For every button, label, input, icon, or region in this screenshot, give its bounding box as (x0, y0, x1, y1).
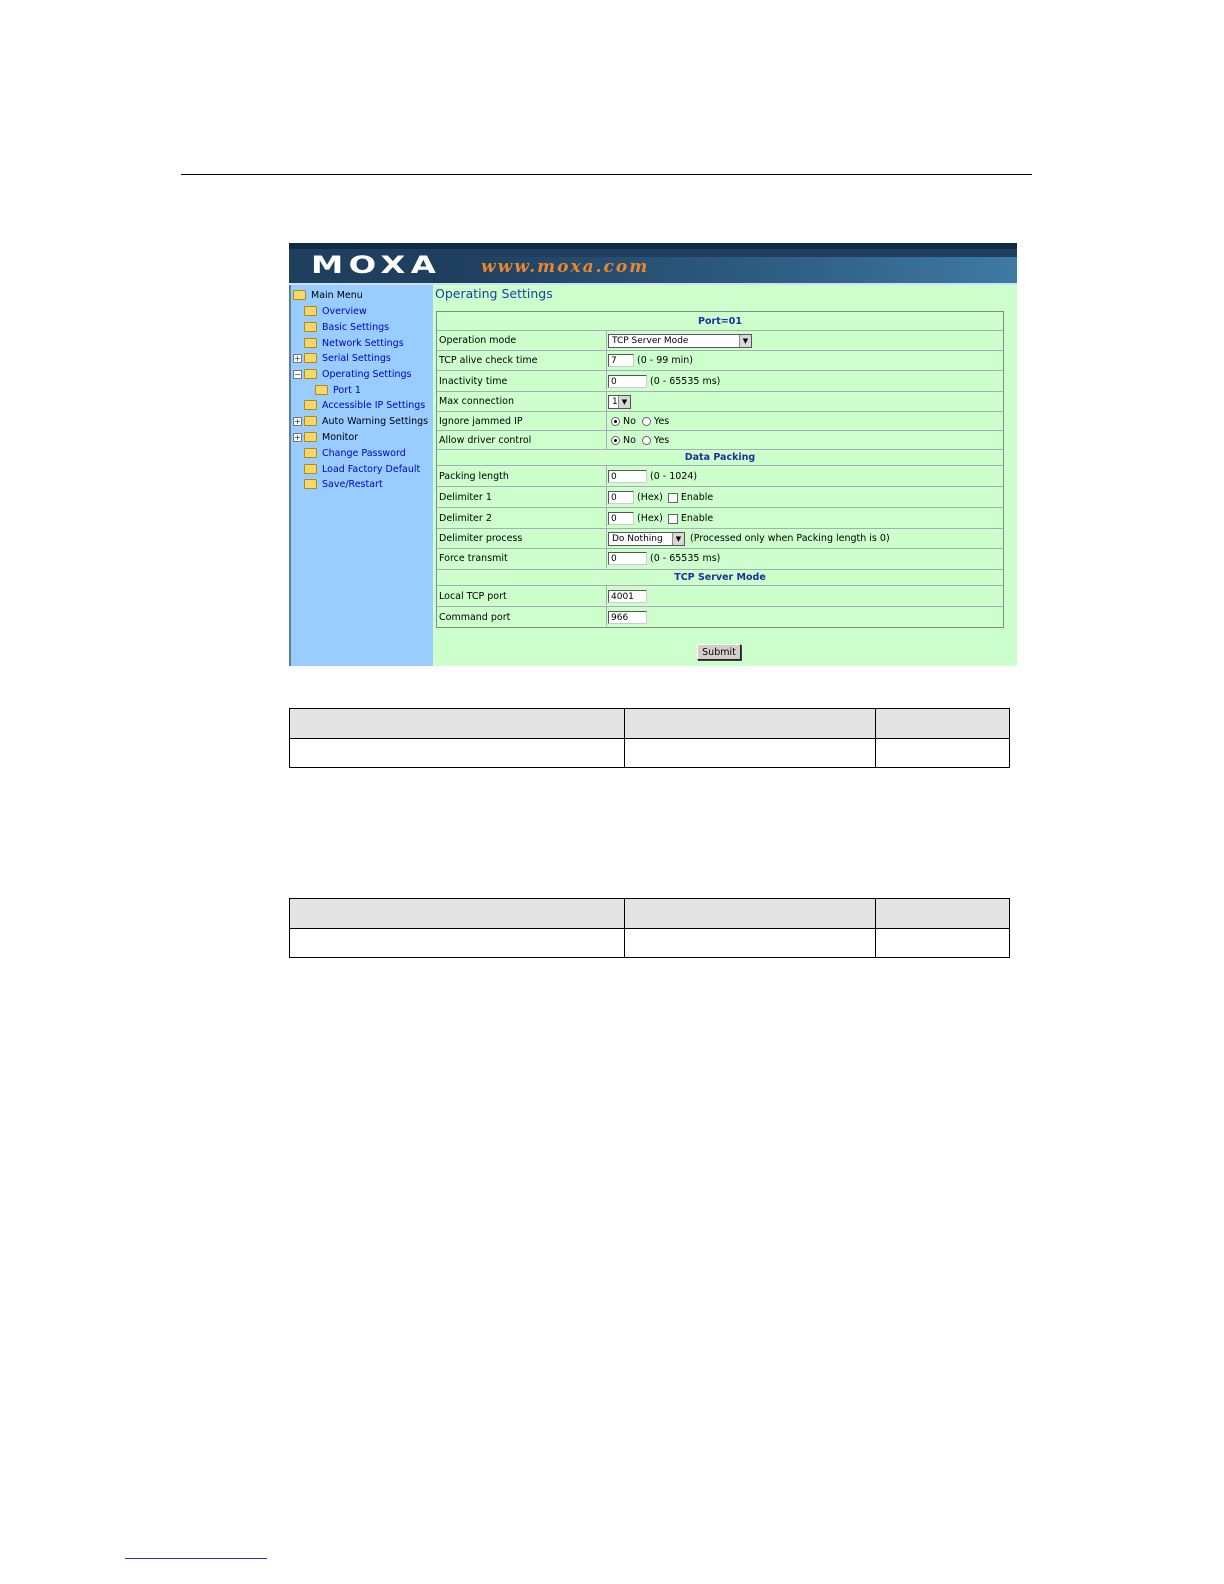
sidebar-item-monitor[interactable] (304, 430, 358, 444)
table-header-row (290, 899, 1010, 929)
force-transmit-input[interactable]: 0 (608, 552, 647, 565)
folder-icon (304, 432, 317, 442)
sidebar-item-accessible-ip-settings[interactable] (304, 398, 425, 412)
max-connection-select[interactable] (608, 395, 631, 409)
data-packing-header: Data Packing (437, 449, 1003, 466)
inactivity-row (437, 370, 1003, 391)
inactivity-hint: (0 - 65535 ms) (650, 376, 721, 387)
sidebar-item-label: Network Settings (322, 337, 404, 349)
table-cell (290, 739, 625, 768)
local-tcp-port-label: Local TCP port (439, 591, 507, 602)
allow-driver-label: Allow driver control (439, 435, 532, 446)
tcp-alive-input[interactable]: 7 (608, 354, 634, 367)
table-header-row (290, 709, 1010, 739)
table-cell (290, 709, 625, 739)
table-cell (625, 709, 876, 739)
delimiter1-row (437, 486, 1003, 507)
sidebar-item-label: Basic Settings (322, 321, 390, 333)
ignore-jammed-row (437, 411, 1003, 430)
local-tcp-port-input[interactable]: 4001 (608, 590, 647, 603)
sidebar-item-auto-warning-settings[interactable] (304, 414, 428, 428)
packing-length-input[interactable]: 0 (608, 470, 647, 483)
sidebar-root[interactable] (293, 288, 363, 302)
column-divider (606, 529, 607, 548)
sidebar-item-basic-settings[interactable] (304, 320, 389, 334)
delimiter1-hint: (Hex) (637, 492, 663, 503)
expand-icon[interactable]: + (294, 417, 301, 426)
ignore-jammed-yes-radio[interactable] (642, 417, 651, 426)
sidebar-item-overview[interactable] (304, 304, 367, 318)
sidebar-item-network-settings[interactable] (304, 336, 404, 350)
force-transmit-label: Force transmit (439, 553, 508, 564)
sidebar-item-save-restart[interactable] (304, 477, 383, 491)
ignore-jammed-no-radio[interactable] (611, 417, 620, 426)
max-connection-label: Max connection (439, 396, 515, 407)
tcp-server-mode-header: TCP Server Mode (437, 569, 1003, 586)
sidebar-item-port-1[interactable] (315, 383, 361, 397)
delimiter2-row (437, 507, 1003, 528)
sidebar-item-label: Save/Restart (322, 478, 383, 490)
chevron-down-icon: ▼ (672, 533, 684, 545)
port-header: Port=01 (698, 316, 742, 327)
moxa-url: www.moxa.com (481, 257, 650, 277)
sidebar-item-label: Accessible IP Settings (322, 399, 426, 411)
delimiter2-label: Delimiter 2 (439, 513, 492, 524)
operation-mode-row (437, 330, 1003, 350)
column-divider (606, 351, 607, 370)
chevron-down-icon: ▼ (739, 335, 751, 347)
tcp-alive-label: TCP alive check time (439, 355, 538, 366)
table-cell (290, 929, 625, 958)
sidebar-item-label: Load Factory Default (322, 463, 421, 475)
moxa-web-console-screenshot (289, 243, 1017, 666)
top-rule (181, 174, 1032, 175)
delimiter2-input[interactable]: 0 (608, 512, 634, 525)
table-cell (625, 929, 876, 958)
page-title: Operating Settings (435, 286, 553, 301)
force-transmit-row (437, 548, 1003, 569)
delimiter1-enable-label: Enable (680, 492, 714, 503)
folder-icon (304, 306, 317, 316)
inactivity-input[interactable]: 0 (608, 375, 647, 388)
table-row (290, 739, 1010, 768)
operation-mode-select[interactable] (608, 334, 752, 348)
main-panel (433, 285, 1017, 666)
command-port-input[interactable]: 966 (608, 611, 647, 624)
delimiter2-hint: (Hex) (637, 513, 663, 524)
ignore-jammed-label: Ignore jammed IP (439, 416, 523, 427)
operation-mode-label: Operation mode (439, 335, 517, 346)
inactivity-label: Inactivity time (439, 376, 508, 387)
force-transmit-hint: (0 - 65535 ms) (650, 553, 721, 564)
delimiter1-enable-checkbox[interactable] (668, 493, 678, 503)
sidebar-item-label: Serial Settings (322, 352, 391, 364)
delimiter2-enable-label: Enable (680, 513, 714, 524)
column-divider (606, 392, 607, 411)
delimiter-process-value: Do Nothing (612, 533, 663, 544)
column-divider (606, 508, 607, 527)
delimiter1-input[interactable]: 0 (608, 491, 634, 504)
sidebar-item-change-password[interactable] (304, 446, 406, 460)
folder-icon (304, 353, 317, 363)
command-port-row (437, 606, 1003, 627)
sidebar-item-label: Port 1 (333, 384, 361, 396)
table-cell (625, 739, 876, 768)
table-cell (290, 899, 625, 929)
column-divider (606, 607, 607, 626)
delimiter-process-row (437, 528, 1003, 548)
folder-icon (304, 479, 317, 489)
expand-icon[interactable]: + (294, 433, 301, 442)
table-cell (876, 739, 1010, 768)
blank-table-2 (289, 898, 1010, 958)
sidebar-item-load-factory-default[interactable] (304, 462, 420, 476)
packing-length-hint: (0 - 1024) (650, 471, 698, 482)
delimiter-process-hint: (Processed only when Packing length is 0) (690, 533, 890, 544)
table-cell (625, 899, 876, 929)
delimiter2-enable-checkbox[interactable] (668, 514, 678, 524)
command-port-label: Command port (439, 612, 511, 623)
folder-icon (304, 338, 317, 348)
allow-driver-yes-label: Yes (653, 435, 670, 446)
folder-icon (304, 322, 317, 332)
expand-icon[interactable]: + (294, 354, 301, 363)
submit-button[interactable]: Submit (697, 644, 741, 660)
folder-icon (304, 448, 317, 458)
sidebar-item-label: Monitor (322, 431, 359, 443)
allow-driver-no-radio[interactable] (611, 436, 620, 445)
table-cell (876, 899, 1010, 929)
sidebar-item-serial-settings[interactable] (304, 351, 391, 365)
column-divider (606, 549, 607, 568)
delimiter-process-label: Delimiter process (439, 533, 523, 544)
column-divider (606, 586, 607, 605)
sidebar-item-label: Auto Warning Settings (322, 415, 429, 427)
column-divider (606, 412, 607, 431)
column-divider (606, 431, 607, 450)
sidebar-item-label: Change Password (322, 447, 406, 459)
moxa-logo: MOXA (311, 251, 442, 279)
table-cell (876, 709, 1010, 739)
sidebar-item-operating-settings[interactable] (304, 367, 411, 381)
delimiter1-label: Delimiter 1 (439, 492, 492, 503)
ignore-jammed-no-label: No (623, 416, 636, 427)
sidebar-root-label: Main Menu (311, 289, 363, 301)
max-connection-value: 1 (612, 396, 618, 407)
column-divider (606, 331, 607, 350)
allow-driver-yes-radio[interactable] (642, 436, 651, 445)
banner (289, 243, 1017, 285)
max-connection-row (437, 391, 1003, 411)
packing-length-label: Packing length (439, 471, 509, 482)
tcp-alive-hint: (0 - 99 min) (637, 355, 693, 366)
column-divider (606, 487, 607, 506)
folder-icon (304, 400, 317, 410)
folder-icon (304, 416, 317, 426)
collapse-icon[interactable]: − (294, 370, 301, 379)
allow-driver-no-label: No (623, 435, 636, 446)
footnote-rule (125, 1558, 267, 1559)
blank-table-1 (289, 708, 1010, 768)
open-folder-icon (304, 369, 317, 379)
ignore-jammed-yes-label: Yes (653, 416, 670, 427)
allow-driver-row (437, 430, 1003, 450)
delimiter-process-select[interactable] (608, 532, 685, 546)
folder-icon (304, 464, 317, 474)
local-tcp-port-row (437, 585, 1003, 606)
tcp-alive-row (437, 350, 1003, 370)
column-divider (606, 466, 607, 485)
banner-stripe (289, 243, 1017, 249)
column-divider (606, 371, 607, 390)
folder-icon (293, 290, 306, 300)
table-cell (876, 929, 1010, 958)
operation-mode-value: TCP Server Mode (612, 335, 689, 346)
table-row (290, 929, 1010, 958)
settings-form (436, 311, 1004, 628)
sidebar-menu (289, 285, 433, 666)
sidebar-item-label: Overview (322, 305, 367, 317)
chevron-down-icon: ▼ (618, 396, 630, 408)
folder-icon (315, 385, 328, 395)
packing-length-row (437, 465, 1003, 486)
sidebar-item-label: Operating Settings (322, 368, 412, 380)
